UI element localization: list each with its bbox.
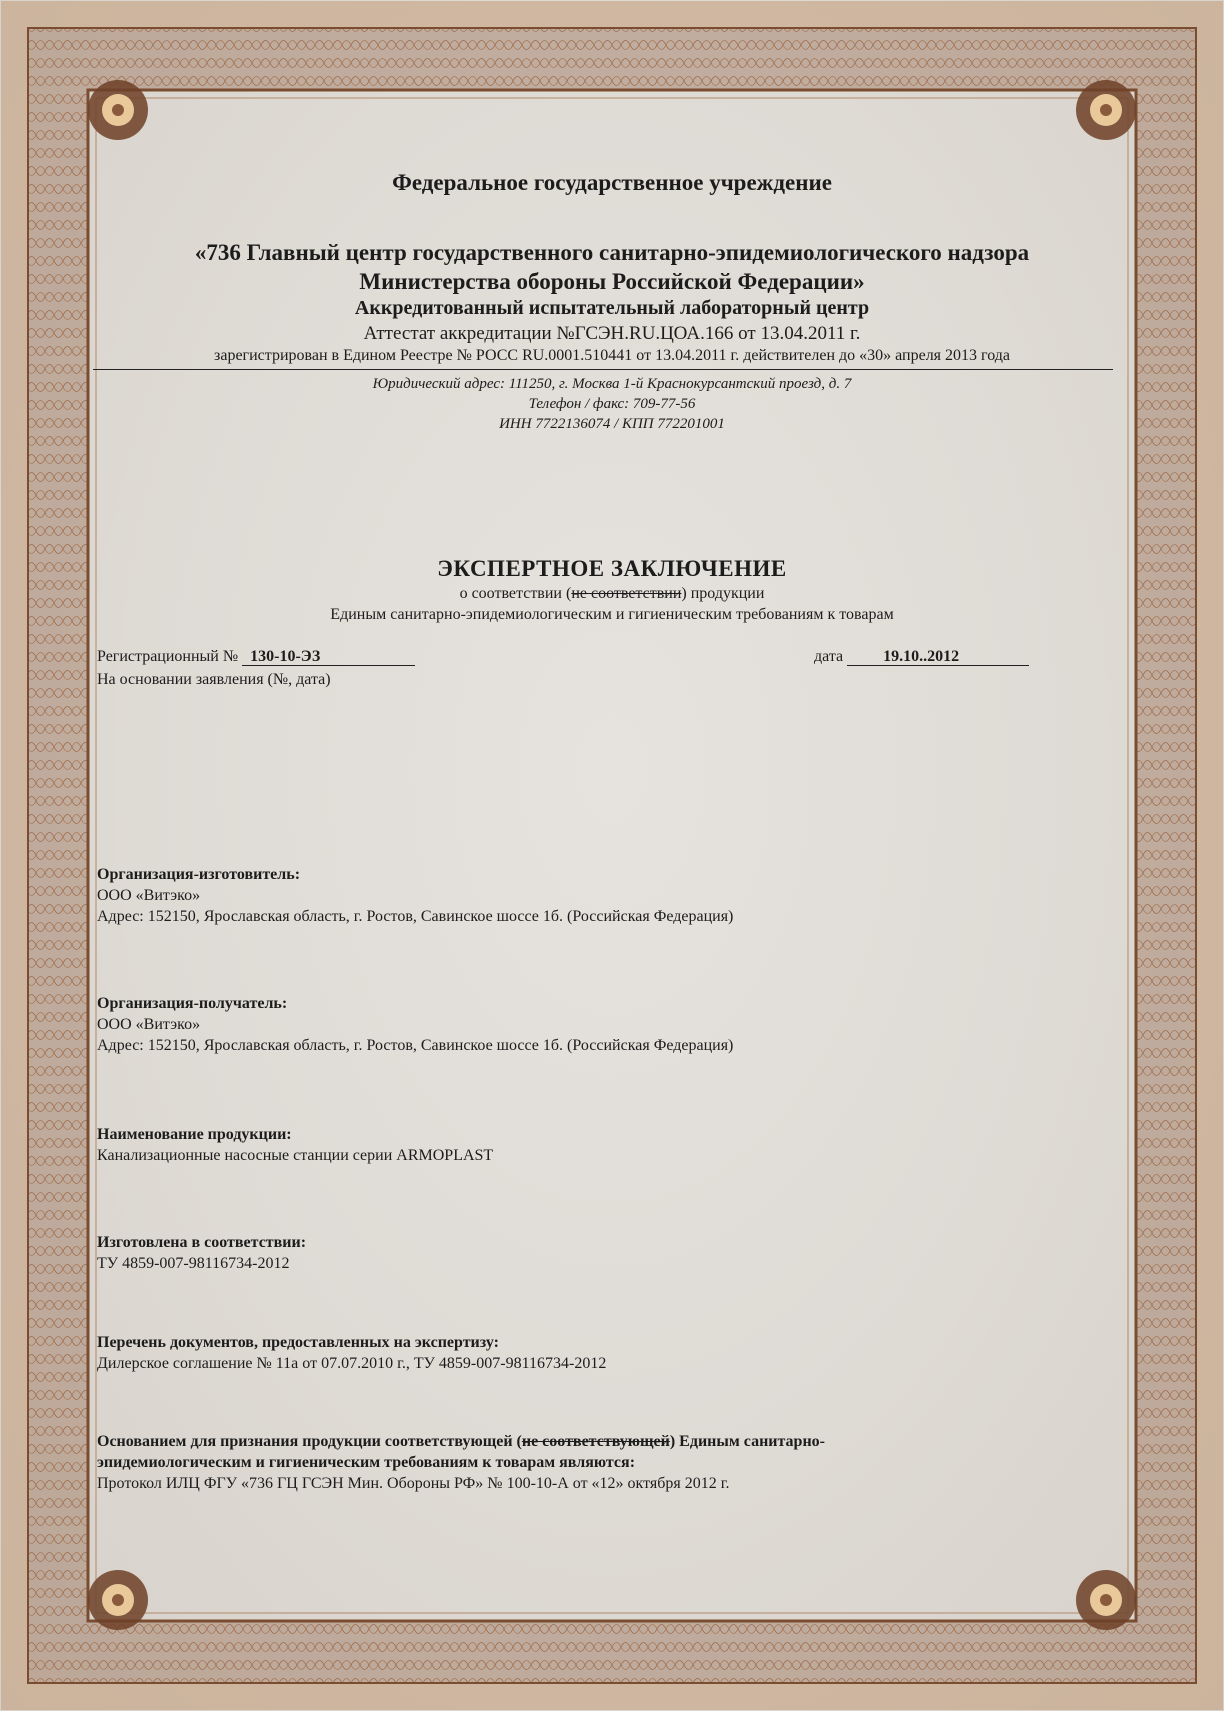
document-subtitle	[0, 583, 1224, 625]
center-name	[0, 238, 1224, 296]
lab-name: Аккредитованный испытательный лабораторный центр	[354, 297, 870, 319]
subtitle-prefix: о соответствии (	[459, 585, 572, 602]
documents-section	[97, 1332, 1097, 1374]
registry-line: зарегистрирован в Едином Реестре № РОСС RU.0001.510441 от 13.04.2011 г. действителен до «30» апреля 2013 года	[214, 347, 1010, 364]
registration-label: Регистрационный №	[97, 648, 239, 665]
legal-address: Юридический адрес: 111250, г. Москва 1-й Краснокурсантский проезд, д. 7	[372, 376, 852, 392]
made-per-section	[97, 1232, 1097, 1274]
grounds-prefix: Основанием для признания продукции соответствующей (	[97, 1433, 522, 1450]
accreditation-line: Аттестат аккредитации №ГСЭН.RU.ЦОА.166 от 13.04.2011 г.	[363, 323, 861, 344]
header-divider	[93, 369, 1113, 370]
subtitle-struck: не соответствии	[571, 585, 682, 602]
documents-value: Дилерское соглашение № 11а от 07.07.2010 г., ТУ 4859-007-98116734-2012	[97, 1355, 607, 1372]
grounds-label	[97, 1431, 1097, 1452]
documents-label: Перечень документов, предоставленных на экспертизу:	[97, 1334, 499, 1351]
date-label: дата	[814, 648, 844, 665]
date-value: 19.10..2012	[847, 648, 1029, 666]
recipient-address: Адрес: 152150, Ярославская область, г. Ростов, Савинское шоссе 1б. (Российская Федерация)	[97, 1037, 734, 1054]
org-type: Федеральное государственное учреждение	[392, 170, 832, 195]
manufacturer-address: Адрес: 152150, Ярославская область, г. Ростов, Савинское шоссе 1б. (Российская Федерация)	[97, 908, 734, 925]
recipient-name: ООО «Витэко»	[97, 1016, 201, 1033]
contact-block	[0, 374, 1224, 434]
grounds-struck: не соответствующей	[521, 1433, 670, 1450]
product-value: Канализационные насосные станции серии ARMOPLAST	[97, 1147, 494, 1164]
product-section	[97, 1124, 1097, 1166]
date-field	[814, 648, 1029, 666]
grounds-suffix: ) Единым санитарно-	[669, 1433, 825, 1450]
grounds-section	[97, 1431, 1097, 1494]
document-title: ЭКСПЕРТНОЕ ЗАКЛЮЧЕНИЕ	[437, 556, 787, 581]
application-basis: На основании заявления (№, дата)	[97, 671, 331, 688]
center-name-line1: «736 Главный центр государственного санитарно-эпидемиологического надзора	[194, 240, 1030, 265]
recipient-section	[97, 993, 1097, 1056]
recipient-label: Организация-получатель:	[97, 995, 288, 1012]
inn-kpp: ИНН 7722136074 / КПП 772201001	[499, 416, 725, 432]
product-label: Наименование продукции:	[97, 1126, 292, 1143]
registration-number-field	[97, 648, 415, 666]
made-per-value: ТУ 4859-007-98116734-2012	[97, 1255, 290, 1272]
manufacturer-section	[97, 864, 1097, 927]
manufacturer-label: Организация-изготовитель:	[97, 866, 301, 883]
subtitle-line2: Единым санитарно-эпидемиологическим и гигиеническим требованиям к товарам	[330, 606, 894, 623]
grounds-label-line2: эпидемиологическим и гигиеническим требованиям к товарам являются:	[97, 1454, 636, 1471]
center-name-line2: Министерства обороны Российской Федерации»	[359, 269, 865, 294]
subtitle-suffix: ) продукции	[681, 585, 765, 602]
registration-number: 130-10-ЭЗ	[242, 648, 415, 666]
manufacturer-name: ООО «Витэко»	[97, 887, 201, 904]
made-per-label: Изготовлена в соответствии:	[97, 1234, 307, 1251]
phone-fax: Телефон / факс: 709-77-56	[528, 396, 696, 412]
grounds-value: Протокол ИЛЦ ФГУ «736 ГЦ ГСЭН Мин. Обороны РФ» № 100-10-А от «12» октября 2012 г.	[97, 1475, 730, 1492]
